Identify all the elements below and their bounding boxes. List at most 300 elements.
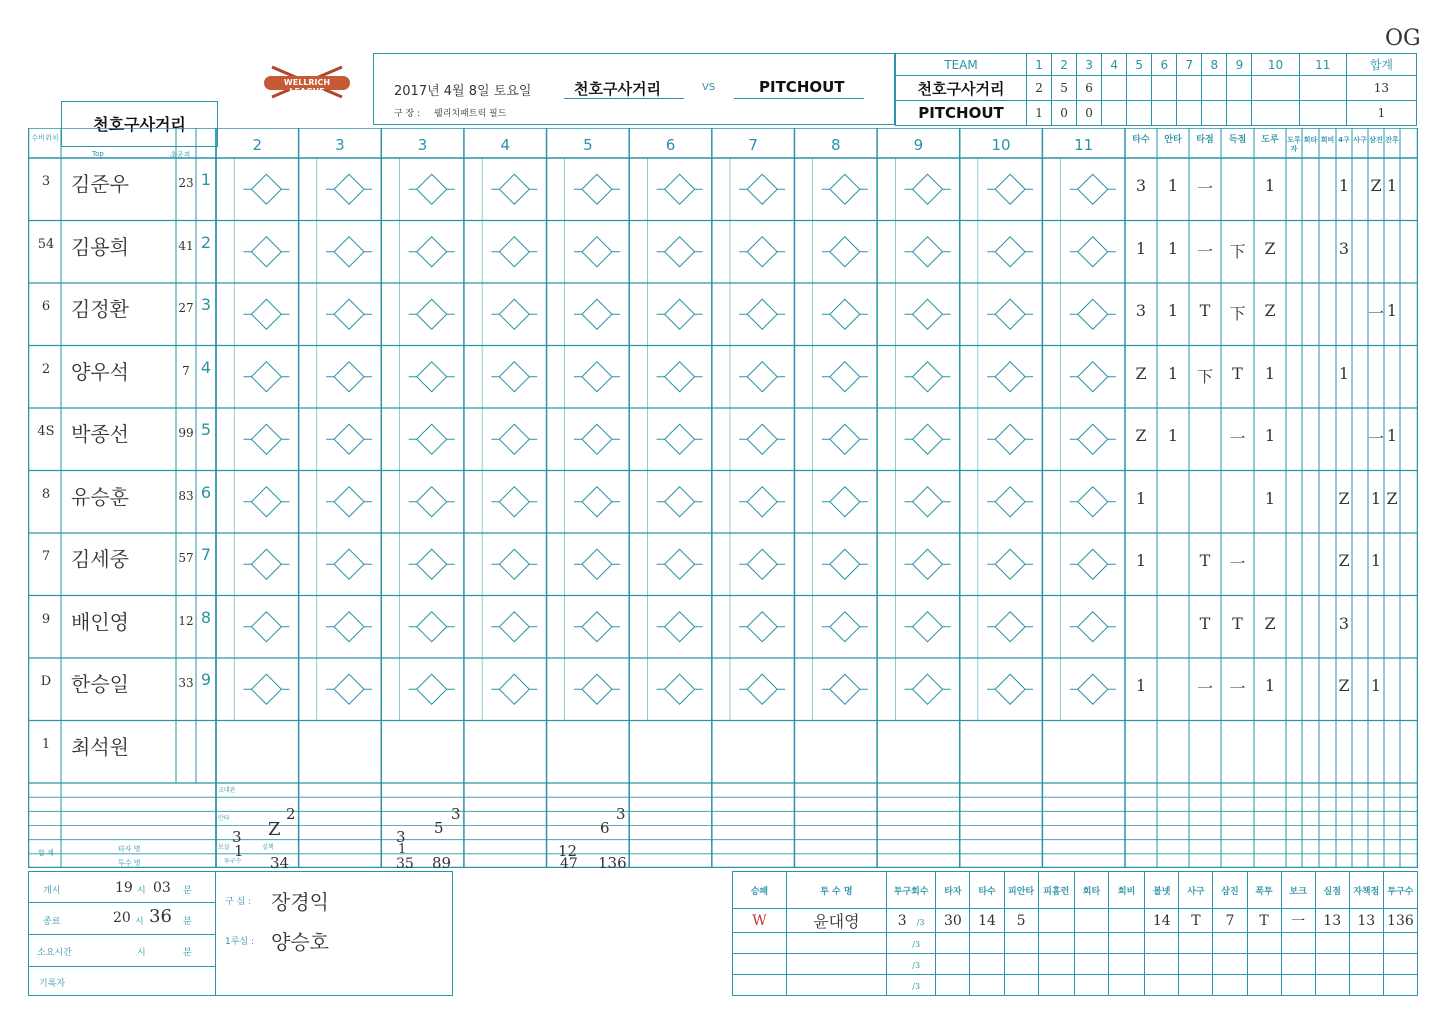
batter-stat: 1 bbox=[1167, 426, 1179, 445]
pitching-cell bbox=[1383, 975, 1417, 996]
hits-value: 3 bbox=[396, 827, 406, 846]
pitching-cell: T bbox=[1247, 909, 1281, 933]
inning-header: 9 bbox=[913, 136, 924, 154]
end-label: 종료 bbox=[43, 917, 61, 927]
base-diamond bbox=[665, 674, 695, 704]
inning-header: 9 bbox=[1227, 54, 1252, 76]
inning-header: 7 bbox=[1177, 54, 1202, 76]
base-diamond bbox=[334, 299, 364, 329]
base-diamond bbox=[334, 612, 364, 642]
linescore-cell bbox=[1252, 101, 1299, 126]
base-diamond bbox=[995, 674, 1025, 704]
pitch-count-value: 89 bbox=[432, 853, 452, 872]
scoring-grid bbox=[28, 128, 1418, 872]
base-diamond bbox=[499, 674, 529, 704]
totals-label: 합 계 bbox=[38, 848, 54, 857]
batter-stat: Z bbox=[1338, 551, 1350, 570]
pos-header: 수비위치 bbox=[31, 134, 59, 142]
base-diamond bbox=[830, 237, 860, 267]
pitching-cell bbox=[886, 909, 935, 933]
linescore-cell: 2 bbox=[1027, 76, 1052, 101]
base-diamond bbox=[1078, 549, 1108, 579]
umpire-label: 구 심 : bbox=[225, 897, 252, 907]
first-umpire-name: 양승호 bbox=[271, 930, 329, 954]
pitching-cell bbox=[970, 975, 1004, 996]
linescore-cell bbox=[1299, 101, 1346, 126]
inning-header: 4 bbox=[500, 136, 510, 154]
stat-header: 희타 bbox=[1303, 136, 1318, 144]
hour-unit: 시 bbox=[137, 948, 146, 958]
inning-runs: 3 bbox=[451, 805, 461, 824]
pitching-cell bbox=[1179, 933, 1213, 954]
duration-label: 소요시간 bbox=[37, 948, 72, 958]
batter-name: 김세중 bbox=[71, 547, 129, 571]
pitching-cell bbox=[1038, 975, 1074, 996]
pitch-count-value: 47 bbox=[560, 855, 578, 872]
batter-stat: 1 bbox=[1264, 176, 1276, 195]
pitching-header: 볼넷 bbox=[1145, 872, 1179, 909]
base-diamond bbox=[995, 487, 1025, 517]
base-diamond bbox=[830, 424, 860, 454]
pitching-cell bbox=[1281, 975, 1315, 996]
batter-stat: 一 bbox=[1229, 679, 1246, 698]
base-diamond bbox=[582, 362, 612, 392]
batting-order: 4 bbox=[200, 357, 212, 377]
pitching-header: 보크 bbox=[1281, 872, 1315, 909]
base-diamond bbox=[1078, 612, 1108, 642]
base-diamond bbox=[665, 237, 695, 267]
pitching-cell bbox=[1038, 954, 1074, 975]
innings-fraction: /3 bbox=[912, 940, 921, 949]
stat-header: 희비 bbox=[1320, 136, 1335, 144]
pitching-cell: 윤대영 bbox=[786, 909, 886, 933]
pitching-cell bbox=[1315, 975, 1349, 996]
pitching-cell bbox=[936, 933, 970, 954]
batter-name: 배인영 bbox=[71, 609, 129, 634]
linescore-cell bbox=[1177, 76, 1202, 101]
batter-position: 54 bbox=[37, 236, 55, 252]
batter-stat: 1 bbox=[1338, 176, 1350, 195]
pitching-header: 삼진 bbox=[1213, 872, 1247, 909]
batter-stat: 1 bbox=[1264, 363, 1276, 383]
batter-stat: 1 bbox=[1264, 488, 1276, 508]
inning-header: 8 bbox=[830, 136, 841, 154]
pitching-header: 타자 bbox=[936, 872, 970, 909]
batter-stat: 一 bbox=[1196, 679, 1213, 698]
stat-header: 안타 bbox=[1164, 135, 1182, 145]
sub-label: 교대관 bbox=[218, 787, 236, 794]
pitching-cell bbox=[1108, 909, 1144, 933]
batter-stat: 1 bbox=[1135, 551, 1147, 570]
corner-mark: OG bbox=[1385, 26, 1421, 51]
base-diamond bbox=[1078, 237, 1108, 267]
field-label: 구 장 : bbox=[394, 109, 421, 119]
linescore-cell bbox=[1102, 76, 1127, 101]
linescore-team: PITCHOUT bbox=[896, 101, 1027, 126]
batter-position: 6 bbox=[41, 299, 51, 314]
start-label: 개시 bbox=[43, 886, 61, 896]
base-diamond bbox=[251, 362, 281, 392]
pitching-cell bbox=[1004, 933, 1038, 954]
pitching-header: 승패 bbox=[733, 872, 787, 909]
base-diamond bbox=[912, 549, 942, 579]
base-diamond bbox=[499, 174, 529, 204]
batter-name: 김용희 bbox=[71, 234, 129, 259]
pitching-table bbox=[732, 871, 1418, 996]
pitching-cell bbox=[733, 954, 787, 975]
linescore-table bbox=[895, 53, 1417, 126]
pitching-cell: 14 bbox=[970, 909, 1004, 933]
batting-order: 5 bbox=[200, 420, 212, 439]
pitching-header: 피홈런 bbox=[1038, 872, 1074, 909]
stat-header: 도루 bbox=[1261, 135, 1279, 145]
base-diamond bbox=[417, 674, 447, 704]
linescore-team: 천호구사거리 bbox=[896, 76, 1027, 101]
game-date: 2017년 4월 8일 토요일 bbox=[394, 84, 532, 99]
base-diamond bbox=[582, 237, 612, 267]
batter-stat: T bbox=[1199, 613, 1211, 633]
base-diamond bbox=[830, 549, 860, 579]
pitching-cell: 14 bbox=[1145, 909, 1179, 933]
linescore-cell bbox=[1152, 101, 1177, 126]
batter-stat: 一 bbox=[1368, 429, 1385, 448]
base-diamond bbox=[912, 674, 942, 704]
inning-header: 2 bbox=[252, 136, 263, 154]
batter-stat: 3 bbox=[1135, 176, 1147, 195]
home-team-name: 천호구사거리 bbox=[574, 80, 661, 98]
base-diamond bbox=[582, 487, 612, 517]
stat-header: 사구 bbox=[1353, 136, 1367, 144]
batter-number: 41 bbox=[178, 238, 194, 253]
errors-label: 실책 bbox=[262, 843, 274, 851]
pitching-header: 타수 bbox=[970, 872, 1004, 909]
pitching-cell bbox=[886, 954, 935, 975]
pitching-cell bbox=[1315, 954, 1349, 975]
pitching-header: 투구수 bbox=[1383, 872, 1417, 909]
base-diamond bbox=[1078, 362, 1108, 392]
logo-text: WELLRICH LEAGUE bbox=[283, 78, 331, 96]
batter-stat: Z bbox=[1264, 238, 1276, 258]
base-diamond bbox=[499, 612, 529, 642]
base-diamond bbox=[1078, 299, 1108, 329]
base-diamond bbox=[251, 299, 281, 329]
pitching-cell bbox=[1349, 933, 1383, 954]
base-diamond bbox=[912, 237, 942, 267]
base-diamond bbox=[995, 299, 1025, 329]
pitch-count-value: 34 bbox=[270, 853, 290, 872]
batter-name: 양우석 bbox=[71, 359, 129, 384]
inning-header: 5 bbox=[583, 136, 593, 154]
batter-position: 3 bbox=[41, 174, 51, 189]
pitching-header: 투구회수 bbox=[886, 872, 935, 909]
base-diamond bbox=[334, 237, 364, 267]
pitching-cell bbox=[1179, 975, 1213, 996]
batter-stat: 下 bbox=[1229, 241, 1246, 261]
pitching-cell: 13 bbox=[1315, 909, 1349, 933]
batter-stat: 1 bbox=[1167, 301, 1179, 320]
pitching-cell bbox=[1281, 933, 1315, 954]
base-diamond bbox=[830, 299, 860, 329]
pitching-cell bbox=[1108, 954, 1144, 975]
inning-header: 5 bbox=[1127, 54, 1152, 76]
batter-position: 7 bbox=[41, 549, 51, 564]
base-diamond bbox=[995, 612, 1025, 642]
pitching-cell: W bbox=[733, 909, 787, 933]
batter-stat: 1 bbox=[1370, 676, 1382, 695]
base-diamond bbox=[251, 237, 281, 267]
base-diamond bbox=[251, 424, 281, 454]
umpire-name: 장경익 bbox=[271, 890, 329, 914]
linescore-cell bbox=[1127, 101, 1152, 126]
batter-name: 유승훈 bbox=[71, 484, 129, 509]
base-diamond bbox=[747, 237, 777, 267]
batter-stat: Z bbox=[1338, 676, 1350, 695]
walks-value: 1 bbox=[398, 841, 407, 857]
batter-stat: 一 bbox=[1368, 304, 1385, 323]
base-diamond bbox=[912, 612, 942, 642]
batter-stat: 1 bbox=[1338, 363, 1350, 383]
pitching-cell bbox=[1074, 975, 1108, 996]
base-diamond bbox=[830, 487, 860, 517]
batter-stat: 一 bbox=[1229, 554, 1246, 573]
minute-unit: 분 bbox=[183, 886, 192, 896]
batter-name: 최석원 bbox=[71, 734, 129, 759]
batting-order: 1 bbox=[200, 170, 212, 189]
pitching-cell bbox=[733, 975, 787, 996]
base-diamond bbox=[499, 487, 529, 517]
pitching-cell bbox=[1213, 933, 1247, 954]
stat-header: 타수 bbox=[1132, 135, 1150, 145]
end-hour: 20 bbox=[113, 910, 131, 926]
batter-position: 2 bbox=[41, 361, 51, 377]
minute-unit: 분 bbox=[183, 948, 192, 958]
linescore-cell bbox=[1177, 101, 1202, 126]
base-diamond bbox=[747, 612, 777, 642]
pitching-header: 실점 bbox=[1315, 872, 1349, 909]
stat-header: 타점 bbox=[1196, 135, 1214, 145]
linescore-cell: 0 bbox=[1077, 101, 1102, 126]
base-diamond bbox=[334, 487, 364, 517]
batter-stat: Z bbox=[1264, 613, 1276, 633]
base-diamond bbox=[747, 362, 777, 392]
base-diamond bbox=[417, 612, 447, 642]
base-diamond bbox=[995, 174, 1025, 204]
base-diamond bbox=[665, 299, 695, 329]
minute-unit: 분 bbox=[183, 917, 192, 927]
pitching-cell bbox=[886, 975, 935, 996]
pitchers-name-label: 투수 명 bbox=[118, 858, 141, 867]
pitching-cell: 一 bbox=[1281, 909, 1315, 933]
pitching-cell bbox=[786, 975, 886, 996]
base-diamond bbox=[747, 674, 777, 704]
batter-stat: 1 bbox=[1386, 301, 1398, 320]
batter-position: 4S bbox=[37, 424, 55, 439]
base-diamond bbox=[1078, 174, 1108, 204]
base-diamond bbox=[251, 674, 281, 704]
pitching-cell bbox=[1038, 933, 1074, 954]
base-diamond bbox=[334, 424, 364, 454]
base-diamond bbox=[747, 549, 777, 579]
batter-stat: 1 bbox=[1370, 488, 1382, 508]
start-minute: 03 bbox=[153, 880, 171, 896]
batter-stat: 一 bbox=[1196, 179, 1213, 198]
batter-stat: 3 bbox=[1135, 301, 1147, 320]
innings-fraction: /3 bbox=[912, 982, 921, 991]
pitching-cell bbox=[1074, 933, 1108, 954]
pitching-cell: 136 bbox=[1383, 909, 1417, 933]
batter-stat: Z bbox=[1135, 426, 1147, 445]
pitching-cell bbox=[1247, 954, 1281, 975]
pitching-header: 희비 bbox=[1108, 872, 1144, 909]
linescore-cell bbox=[1227, 101, 1252, 126]
stat-header: 잔루 bbox=[1385, 136, 1399, 144]
pitching-cell bbox=[1247, 975, 1281, 996]
batter-number: 33 bbox=[178, 676, 194, 690]
linescore-cell bbox=[1252, 76, 1299, 101]
batter-stat: 1 bbox=[1167, 176, 1179, 195]
total-header: 합계 bbox=[1346, 54, 1416, 76]
base-diamond bbox=[499, 237, 529, 267]
base-diamond bbox=[582, 549, 612, 579]
base-diamond bbox=[665, 549, 695, 579]
base-diamond bbox=[830, 612, 860, 642]
pitching-cell bbox=[1145, 933, 1179, 954]
base-diamond bbox=[251, 487, 281, 517]
pitching-cell: 30 bbox=[936, 909, 970, 933]
base-diamond bbox=[1078, 424, 1108, 454]
base-diamond bbox=[747, 424, 777, 454]
batter-stat: 1 bbox=[1370, 551, 1382, 570]
pitching-cell bbox=[1145, 954, 1179, 975]
walks-value: 1 bbox=[234, 841, 244, 860]
base-diamond bbox=[830, 362, 860, 392]
pitching-cell bbox=[1213, 954, 1247, 975]
base-diamond bbox=[417, 299, 447, 329]
pitching-cell bbox=[1004, 975, 1038, 996]
pitching-cell bbox=[936, 954, 970, 975]
batter-stat: T bbox=[1199, 551, 1211, 570]
base-diamond bbox=[665, 174, 695, 204]
recorder-label: 기록자 bbox=[39, 979, 66, 989]
batter-name: 박종선 bbox=[71, 422, 129, 446]
linescore-total: 1 bbox=[1346, 101, 1416, 126]
hits-value: 5 bbox=[434, 819, 444, 838]
pitching-header: 폭투 bbox=[1247, 872, 1281, 909]
base-diamond bbox=[830, 174, 860, 204]
hits-value: 3 bbox=[232, 827, 242, 846]
batter-number: 12 bbox=[178, 613, 194, 628]
base-diamond bbox=[747, 487, 777, 517]
pitching-cell bbox=[1315, 933, 1349, 954]
game-header bbox=[373, 53, 895, 125]
base-diamond bbox=[582, 299, 612, 329]
batter-stat: Z bbox=[1370, 176, 1382, 195]
inning-header: 8 bbox=[1202, 54, 1227, 76]
inning-header: 2 bbox=[1052, 54, 1077, 76]
base-diamond bbox=[665, 612, 695, 642]
batter-stat: 1 bbox=[1167, 238, 1179, 258]
batter-stat: 3 bbox=[1338, 238, 1350, 258]
pitching-cell bbox=[1038, 909, 1074, 933]
hits-value: 6 bbox=[600, 819, 610, 838]
end-minute: 36 bbox=[149, 906, 172, 927]
pitching-cell bbox=[1349, 954, 1383, 975]
pitching-cell bbox=[970, 933, 1004, 954]
vs-label: VS bbox=[702, 82, 716, 93]
base-diamond bbox=[665, 362, 695, 392]
batter-stat: 1 bbox=[1264, 426, 1276, 445]
base-diamond bbox=[251, 612, 281, 642]
batter-position: 1 bbox=[41, 736, 51, 752]
base-diamond bbox=[995, 424, 1025, 454]
pitching-cell bbox=[1349, 975, 1383, 996]
inning-header: 1 bbox=[1027, 54, 1052, 76]
batter-stat: T bbox=[1232, 363, 1243, 383]
inning-header: 7 bbox=[748, 136, 758, 154]
batter-number: 7 bbox=[182, 363, 190, 378]
linescore-cell bbox=[1202, 76, 1227, 101]
inning-header: 3 bbox=[417, 136, 428, 154]
top-label: Top bbox=[92, 150, 104, 158]
batter-position: 8 bbox=[41, 486, 51, 502]
inning-header: 10 bbox=[991, 136, 1011, 154]
pitching-cell bbox=[1179, 954, 1213, 975]
batter-name: 한승일 bbox=[71, 672, 129, 696]
batting-order: 8 bbox=[200, 607, 212, 627]
base-diamond bbox=[995, 237, 1025, 267]
pitching-cell bbox=[1074, 909, 1108, 933]
pitching-header: 투 수 명 bbox=[786, 872, 886, 909]
base-diamond bbox=[334, 674, 364, 704]
pitching-cell: 7 bbox=[1213, 909, 1247, 933]
hits-value: Z bbox=[268, 819, 281, 841]
batter-name: 김준우 bbox=[71, 172, 129, 196]
batter-number: 57 bbox=[178, 551, 194, 565]
linescore-total: 13 bbox=[1346, 76, 1416, 101]
top-attack-label: 초공격 bbox=[170, 151, 191, 159]
batter-stat: 1 bbox=[1386, 426, 1398, 445]
pitching-cell: 13 bbox=[1349, 909, 1383, 933]
base-diamond bbox=[912, 362, 942, 392]
stat-header: 득점 bbox=[1228, 135, 1247, 145]
league-logo bbox=[262, 62, 352, 102]
pitching-cell bbox=[1108, 933, 1144, 954]
first-umpire-label: 1루심 : bbox=[225, 937, 255, 947]
pitching-cell bbox=[1213, 975, 1247, 996]
batter-position: D bbox=[40, 674, 52, 689]
inning-header: 4 bbox=[1102, 54, 1127, 76]
batter-stat: 一 bbox=[1229, 429, 1246, 448]
batter-number: 23 bbox=[178, 176, 194, 190]
pitching-cell bbox=[733, 933, 787, 954]
inning-header: 3 bbox=[1077, 54, 1102, 76]
batting-order: 6 bbox=[200, 482, 212, 502]
batters-name-label: 타자 명 bbox=[118, 844, 141, 853]
inning-runs: 3 bbox=[616, 805, 626, 824]
inning-header: 11 bbox=[1299, 54, 1346, 76]
batter-stat: 1 bbox=[1135, 238, 1147, 258]
batter-stat: 1 bbox=[1135, 488, 1147, 508]
walks-label: 보살 bbox=[218, 843, 230, 851]
walks-value: 12 bbox=[558, 841, 578, 860]
pitching-cell bbox=[1383, 933, 1417, 954]
linescore-cell bbox=[1227, 76, 1252, 101]
base-diamond bbox=[665, 424, 695, 454]
pitching-cell bbox=[1074, 954, 1108, 975]
base-diamond bbox=[417, 424, 447, 454]
pitching-header: 희타 bbox=[1074, 872, 1108, 909]
batter-number: 99 bbox=[178, 426, 194, 440]
